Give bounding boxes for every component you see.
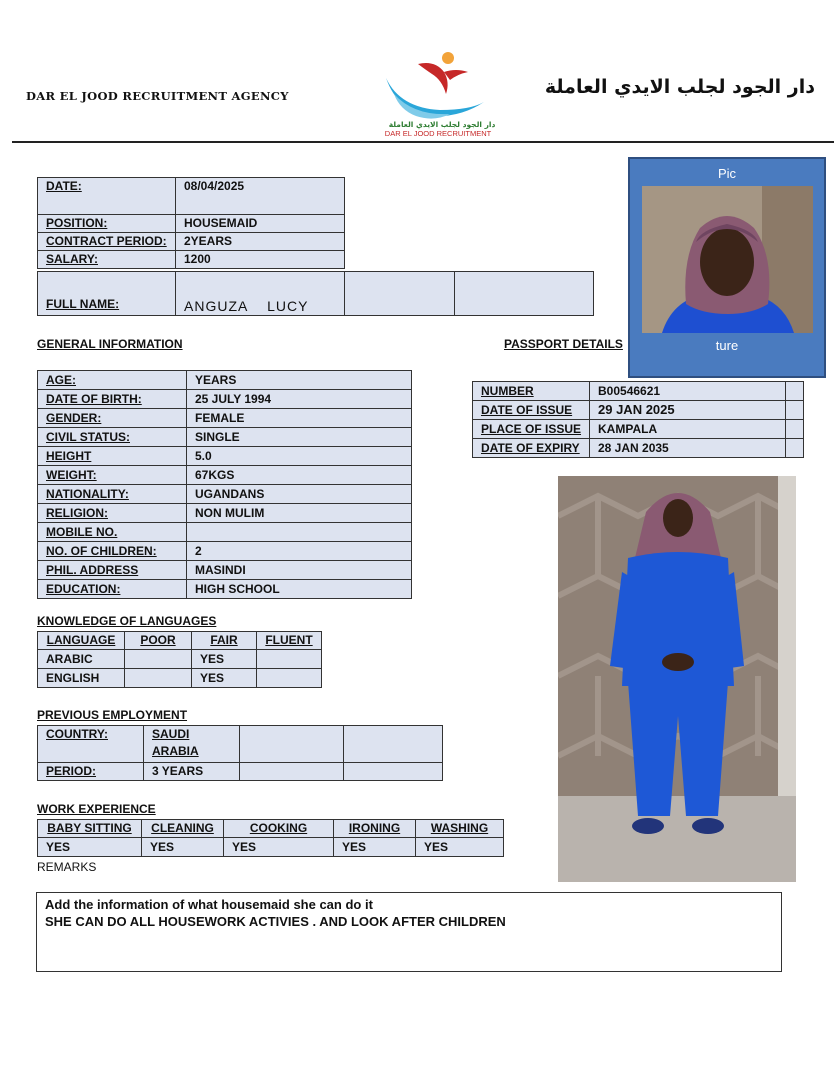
passport-value: 28 JAN 2035 — [590, 439, 786, 458]
picture-label-bottom: ture — [715, 338, 739, 353]
date-label: DATE: — [46, 179, 82, 193]
general-info-label: CIVIL STATUS: — [46, 430, 130, 444]
employment-empty-cell — [240, 763, 344, 781]
work-skill-header: CLEANING — [151, 821, 214, 835]
logo-figure-arm-right-icon — [444, 70, 468, 80]
general-info-title: GENERAL INFORMATION — [37, 337, 183, 351]
full-name-extra-cell — [345, 272, 455, 316]
work-skill-header: WASHING — [430, 821, 489, 835]
general-info-value: NON MULIM — [187, 504, 412, 523]
general-info-value: UGANDANS — [187, 485, 412, 504]
passport-value: 29 JAN 2025 — [590, 401, 786, 420]
general-info-row — [38, 371, 412, 390]
general-info-label: WEIGHT: — [46, 468, 97, 482]
language-level-cell — [125, 669, 192, 688]
work-skill-value: YES — [142, 838, 224, 857]
languages-header-cell: FAIR — [210, 633, 238, 647]
employment-empty-cell — [240, 726, 344, 763]
languages-header-cell: LANGUAGE — [46, 633, 116, 647]
contract-row — [38, 233, 345, 251]
logo-swoosh-light-icon — [394, 94, 450, 119]
general-info-label: PHIL. ADDRESS — [46, 563, 139, 577]
passport-row — [473, 401, 804, 420]
general-info-label: RELIGION: — [46, 506, 108, 520]
general-info-value: MASINDI — [187, 561, 412, 580]
passport-row — [473, 382, 804, 401]
remarks-line-2: SHE CAN DO ALL HOUSEWORK ACTIVIES . AND LOOK AFTER CHILDREN — [45, 914, 506, 929]
header-divider — [12, 141, 834, 143]
full-body-photo — [558, 476, 796, 882]
employment-empty-cell — [344, 763, 443, 781]
general-info-value: 67KGS — [187, 466, 412, 485]
job-details-table — [37, 177, 345, 269]
general-info-row — [38, 390, 412, 409]
remarks-box — [36, 892, 782, 972]
general-info-value: 2 — [187, 542, 412, 561]
language-level-cell — [125, 650, 192, 669]
language-name: ENGLISH — [38, 669, 125, 688]
work-skill-value: YES — [38, 838, 142, 857]
work-skill-header: IRONING — [348, 821, 401, 835]
picture-label-top: Pic — [717, 166, 737, 181]
languages-title: KNOWLEDGE OF LANGUAGES — [37, 614, 217, 628]
general-info-value: 5.0 — [187, 447, 412, 466]
general-info-row — [38, 542, 412, 561]
general-info-label: AGE: — [46, 373, 76, 387]
general-info-row — [38, 447, 412, 466]
country-value: SAUDI ARABIA — [152, 727, 199, 758]
work-skill-value: YES — [334, 838, 416, 857]
general-info-label: EDUCATION: — [46, 582, 121, 596]
period-row — [38, 763, 443, 781]
work-experience-title: WORK EXPERIENCE — [37, 802, 156, 816]
general-info-value — [187, 523, 412, 542]
general-info-value: FEMALE — [187, 409, 412, 428]
agency-name-english: DAR EL JOOD RECRUITMENT AGENCY — [26, 89, 289, 103]
passport-row — [473, 420, 804, 439]
previous-employment-title: PREVIOUS EMPLOYMENT — [37, 708, 188, 722]
language-name: ARABIC — [38, 650, 125, 669]
general-info-row — [38, 485, 412, 504]
general-info-value: YEARS — [187, 371, 412, 390]
language-level-cell: YES — [192, 669, 257, 688]
general-info-label: NATIONALITY: — [46, 487, 129, 501]
contract-value: 2YEARS — [176, 233, 345, 251]
language-level-cell — [257, 669, 322, 688]
logo-head-icon — [442, 52, 454, 64]
agency-name-arabic: دار الجود لجلب الايدي العاملة — [544, 76, 815, 98]
passport-label: DATE OF EXPIRY — [481, 441, 580, 455]
language-level-cell — [257, 650, 322, 669]
portrait-photo — [642, 186, 813, 333]
salary-value: 1200 — [176, 251, 345, 269]
general-info-label: NO. OF CHILDREN: — [46, 544, 157, 558]
contract-label: CONTRACT PERIOD: — [46, 234, 167, 248]
general-info-table — [37, 370, 412, 599]
position-row — [38, 215, 345, 233]
general-info-row — [38, 523, 412, 542]
work-experience-table — [37, 819, 504, 857]
country-label: COUNTRY: — [46, 727, 108, 741]
passport-value: KAMPALA — [590, 420, 786, 439]
passport-row — [473, 439, 804, 458]
work-skill-header: BABY SITTING — [47, 821, 132, 835]
logo-figure-arm-icon — [418, 63, 448, 94]
general-info-value: HIGH SCHOOL — [187, 580, 412, 599]
full-name-extra-cell — [455, 272, 594, 316]
language-level-cell: YES — [192, 650, 257, 669]
period-label: PERIOD: — [46, 764, 97, 778]
full-name-label: FULL NAME: — [46, 297, 120, 311]
passport-extra-cell — [786, 420, 804, 439]
position-value: HOUSEMAID — [176, 215, 345, 233]
employment-empty-cell — [344, 726, 443, 763]
passport-extra-cell — [786, 439, 804, 458]
salary-label: SALARY: — [46, 252, 98, 266]
general-info-row — [38, 466, 412, 485]
general-info-value: SINGLE — [187, 428, 412, 447]
country-row — [38, 726, 443, 763]
general-info-row — [38, 504, 412, 523]
logo-english-text: DAR EL JOOD RECRUITMENT — [384, 129, 492, 138]
general-info-label: DATE OF BIRTH: — [46, 392, 142, 406]
full-name-row — [38, 272, 594, 316]
passport-photo-frame — [628, 157, 826, 378]
general-info-row — [38, 580, 412, 599]
remarks-line-1: Add the information of what housemaid she can do it — [45, 897, 373, 912]
passport-label: PLACE OF ISSUE — [481, 422, 582, 436]
date-value: 08/04/2025 — [176, 178, 345, 215]
salary-row — [38, 251, 345, 269]
full-name-value: ANGUZA LUCY — [176, 272, 345, 316]
work-skill-header: COOKING — [249, 821, 308, 835]
general-info-row — [38, 428, 412, 447]
general-info-label: MOBILE NO. — [46, 525, 118, 539]
logo-swoosh-icon — [386, 78, 484, 116]
passport-extra-cell — [786, 401, 804, 420]
languages-header-cell: FLUENT — [265, 633, 313, 647]
languages-header-cell: POOR — [140, 633, 176, 647]
passport-label: DATE OF ISSUE — [481, 403, 573, 417]
general-info-label: GENDER: — [46, 411, 102, 425]
passport-details-title: PASSPORT DETAILS — [504, 337, 623, 351]
language-row — [38, 669, 322, 688]
passport-extra-cell — [786, 382, 804, 401]
passport-value: B00546621 — [590, 382, 786, 401]
work-header-row — [38, 820, 504, 838]
remarks-label: REMARKS — [37, 860, 97, 874]
general-info-row — [38, 409, 412, 428]
period-value: 3 YEARS — [144, 763, 240, 781]
work-skill-value: YES — [224, 838, 334, 857]
language-row — [38, 650, 322, 669]
agency-logo — [380, 50, 504, 140]
passport-label: NUMBER — [481, 384, 534, 398]
position-label: POSITION: — [46, 216, 108, 230]
date-row — [38, 178, 345, 215]
languages-header-row — [38, 632, 322, 650]
general-info-value: 25 JULY 1994 — [187, 390, 412, 409]
work-value-row — [38, 838, 504, 857]
languages-table — [37, 631, 322, 688]
passport-table — [472, 381, 804, 458]
logo-arabic-text: دار الجود لجلب الايدي العاملة — [388, 120, 496, 129]
full-name-table — [37, 271, 594, 316]
work-skill-value: YES — [416, 838, 504, 857]
general-info-row — [38, 561, 412, 580]
employment-table — [37, 725, 443, 781]
general-info-label: HEIGHT — [46, 449, 92, 463]
